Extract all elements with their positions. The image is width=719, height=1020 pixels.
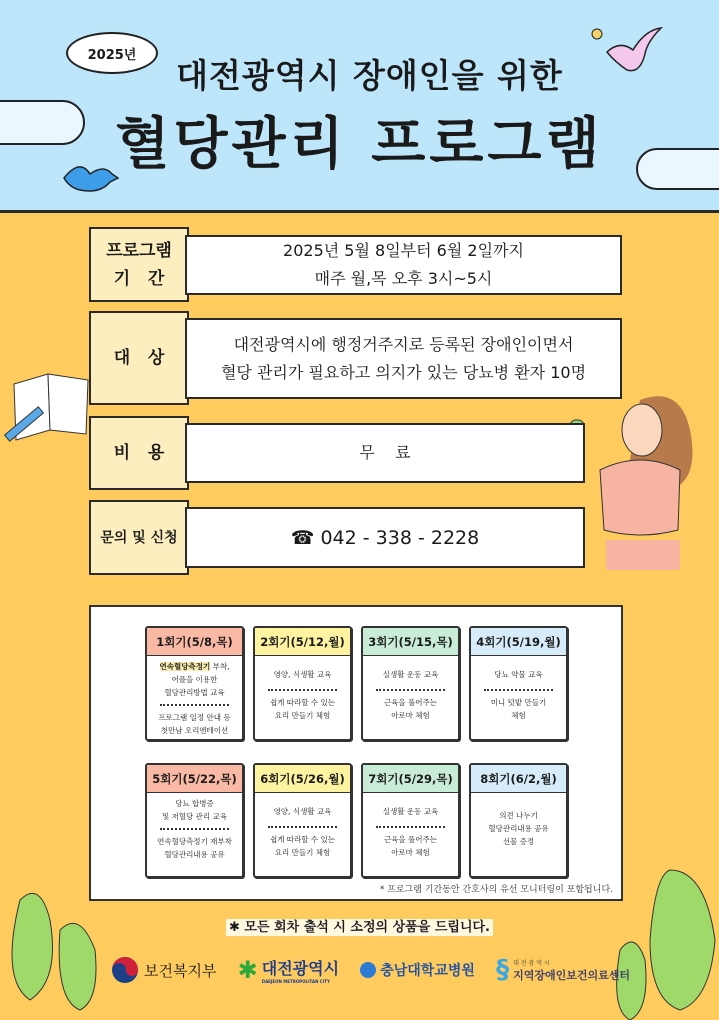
- session-text: 실생활 운동 교육: [382, 807, 439, 816]
- session-text: 혈당관리내용 공유: [164, 850, 225, 859]
- session-card: [361, 626, 460, 741]
- sponsor-logos: [110, 950, 630, 990]
- session-text: 미니 텃밭 만들기: [490, 698, 547, 707]
- logo-ministry-health: 보건복지부: [110, 955, 216, 985]
- value-target: 대전광역시에 행정거주지로 등록된 장애인이면서 혈당 관리가 필요하고 의지가 있는 당뇨병 환자 10명: [185, 318, 622, 399]
- session-card: [145, 626, 244, 741]
- session-body: [471, 793, 566, 852]
- session-title: 5회기(5/22,목): [147, 765, 242, 793]
- session-text: 프로그램 일정 안내 등: [158, 713, 231, 722]
- session-text: 아로마 체험: [391, 711, 430, 720]
- session-title: 2회기(5/12,월): [255, 628, 350, 656]
- header-banner: [0, 0, 719, 213]
- session-text: 아로마 체험: [391, 848, 430, 857]
- session-body: [255, 793, 350, 863]
- cnuh-icon: [360, 962, 376, 978]
- divider: [484, 689, 553, 691]
- label-period: 프로그램 기 간: [89, 227, 189, 302]
- sessions-panel: [89, 605, 623, 901]
- divider: [376, 826, 445, 828]
- divider: [160, 704, 229, 706]
- person-figure-icon: §: [496, 955, 510, 985]
- session-text: 및 저혈당 관리 교육: [161, 812, 228, 821]
- book-pencil-icon: [0, 370, 95, 455]
- highlight-text: 연속혈당측정기: [159, 662, 211, 671]
- logo-daejeon: ✱ 대전광역시 DAEJEON METROPOLITAN CITY: [237, 956, 340, 984]
- session-body: [363, 793, 458, 863]
- session-text: 부착,: [210, 662, 230, 671]
- session-text: 영양, 식생활 교육: [273, 807, 332, 816]
- subtitle: 대전광역시 장애인을 위한: [176, 56, 563, 95]
- session-text: 쉽게 따라할 수 있는: [269, 698, 336, 707]
- session-card: [253, 763, 352, 878]
- page-title: 혈당관리 프로그램: [115, 112, 604, 177]
- session-text: 근육을 풀어주는: [383, 698, 438, 707]
- session-text: 영양, 식생활 교육: [273, 670, 332, 679]
- value-period: 2025년 5월 8일부터 6월 2일까지 매주 월,목 오후 3시~5시: [185, 235, 622, 295]
- taegeuk-icon: [110, 955, 140, 985]
- divider: [268, 826, 337, 828]
- session-body: [255, 656, 350, 726]
- tree-illustration: [0, 880, 110, 1020]
- session-body: [363, 656, 458, 726]
- session-text: 실생활 운동 교육: [382, 670, 439, 679]
- logo-cnuh: 충남대학교병원: [360, 960, 475, 980]
- session-text: 요리 만들기 체험: [274, 848, 331, 857]
- label-cost: 비 용: [89, 416, 189, 490]
- session-title: 7회기(5/29,목): [363, 765, 458, 793]
- session-text: 선물 증정: [502, 837, 535, 846]
- value-cost: 무 료: [185, 423, 585, 483]
- session-text: 근육을 풀어주는: [383, 835, 438, 844]
- session-card: [469, 626, 568, 741]
- session-text: 첫만남 오리엔테이션: [160, 726, 229, 735]
- session-text: 쉽게 따라할 수 있는: [269, 835, 336, 844]
- label-contact: 문의 및 신청: [89, 500, 189, 575]
- divider: [268, 689, 337, 691]
- session-text: 요리 만들기 체험: [274, 711, 331, 720]
- session-text: 당뇨 약물 교육: [494, 670, 543, 679]
- bonus-notice: ✱ 모든 회차 출석 시 소정의 상품을 드립니다.: [0, 916, 719, 935]
- value-contact[interactable]: ☎ 042 - 338 - 2228: [185, 507, 585, 568]
- session-card: [469, 763, 568, 878]
- session-text: 당뇨 합병증: [175, 799, 214, 808]
- divider: [376, 689, 445, 691]
- session-body: [471, 656, 566, 726]
- session-text: 체험: [511, 711, 526, 720]
- session-text: 의견 나누기: [499, 811, 538, 820]
- session-title: 4회기(5/19,월): [471, 628, 566, 656]
- session-title: 3회기(5/15,목): [363, 628, 458, 656]
- session-card: [253, 626, 352, 741]
- year-badge: 2025년: [66, 32, 158, 74]
- session-text: 혈당관리방법 교육: [164, 688, 225, 697]
- session-body: [147, 656, 242, 741]
- session-text: 연속혈당측정기 재부착: [157, 837, 232, 846]
- session-body: [147, 793, 242, 865]
- tree-illustration: [610, 860, 719, 1020]
- session-title: 6회기(5/26,월): [255, 765, 350, 793]
- sessions-note: * 프로그램 기간동안 간호사의 유선 모니터링이 포함됩니다.: [379, 885, 613, 895]
- logo-health-center: § 대 전 광 역 시 지역장애인보건의료센터: [496, 955, 630, 985]
- session-title: 1회기(5/8,목): [147, 628, 242, 656]
- daejeon-star-icon: ✱: [237, 956, 258, 984]
- session-card: [145, 763, 244, 878]
- divider: [160, 828, 229, 830]
- session-title: 8회기(6/2,월): [471, 765, 566, 793]
- session-card: [361, 763, 460, 878]
- session-text: 혈당관리내용 공유: [488, 824, 549, 833]
- label-target: 대 상: [89, 311, 189, 405]
- session-text: 어플을 이용한: [171, 675, 218, 684]
